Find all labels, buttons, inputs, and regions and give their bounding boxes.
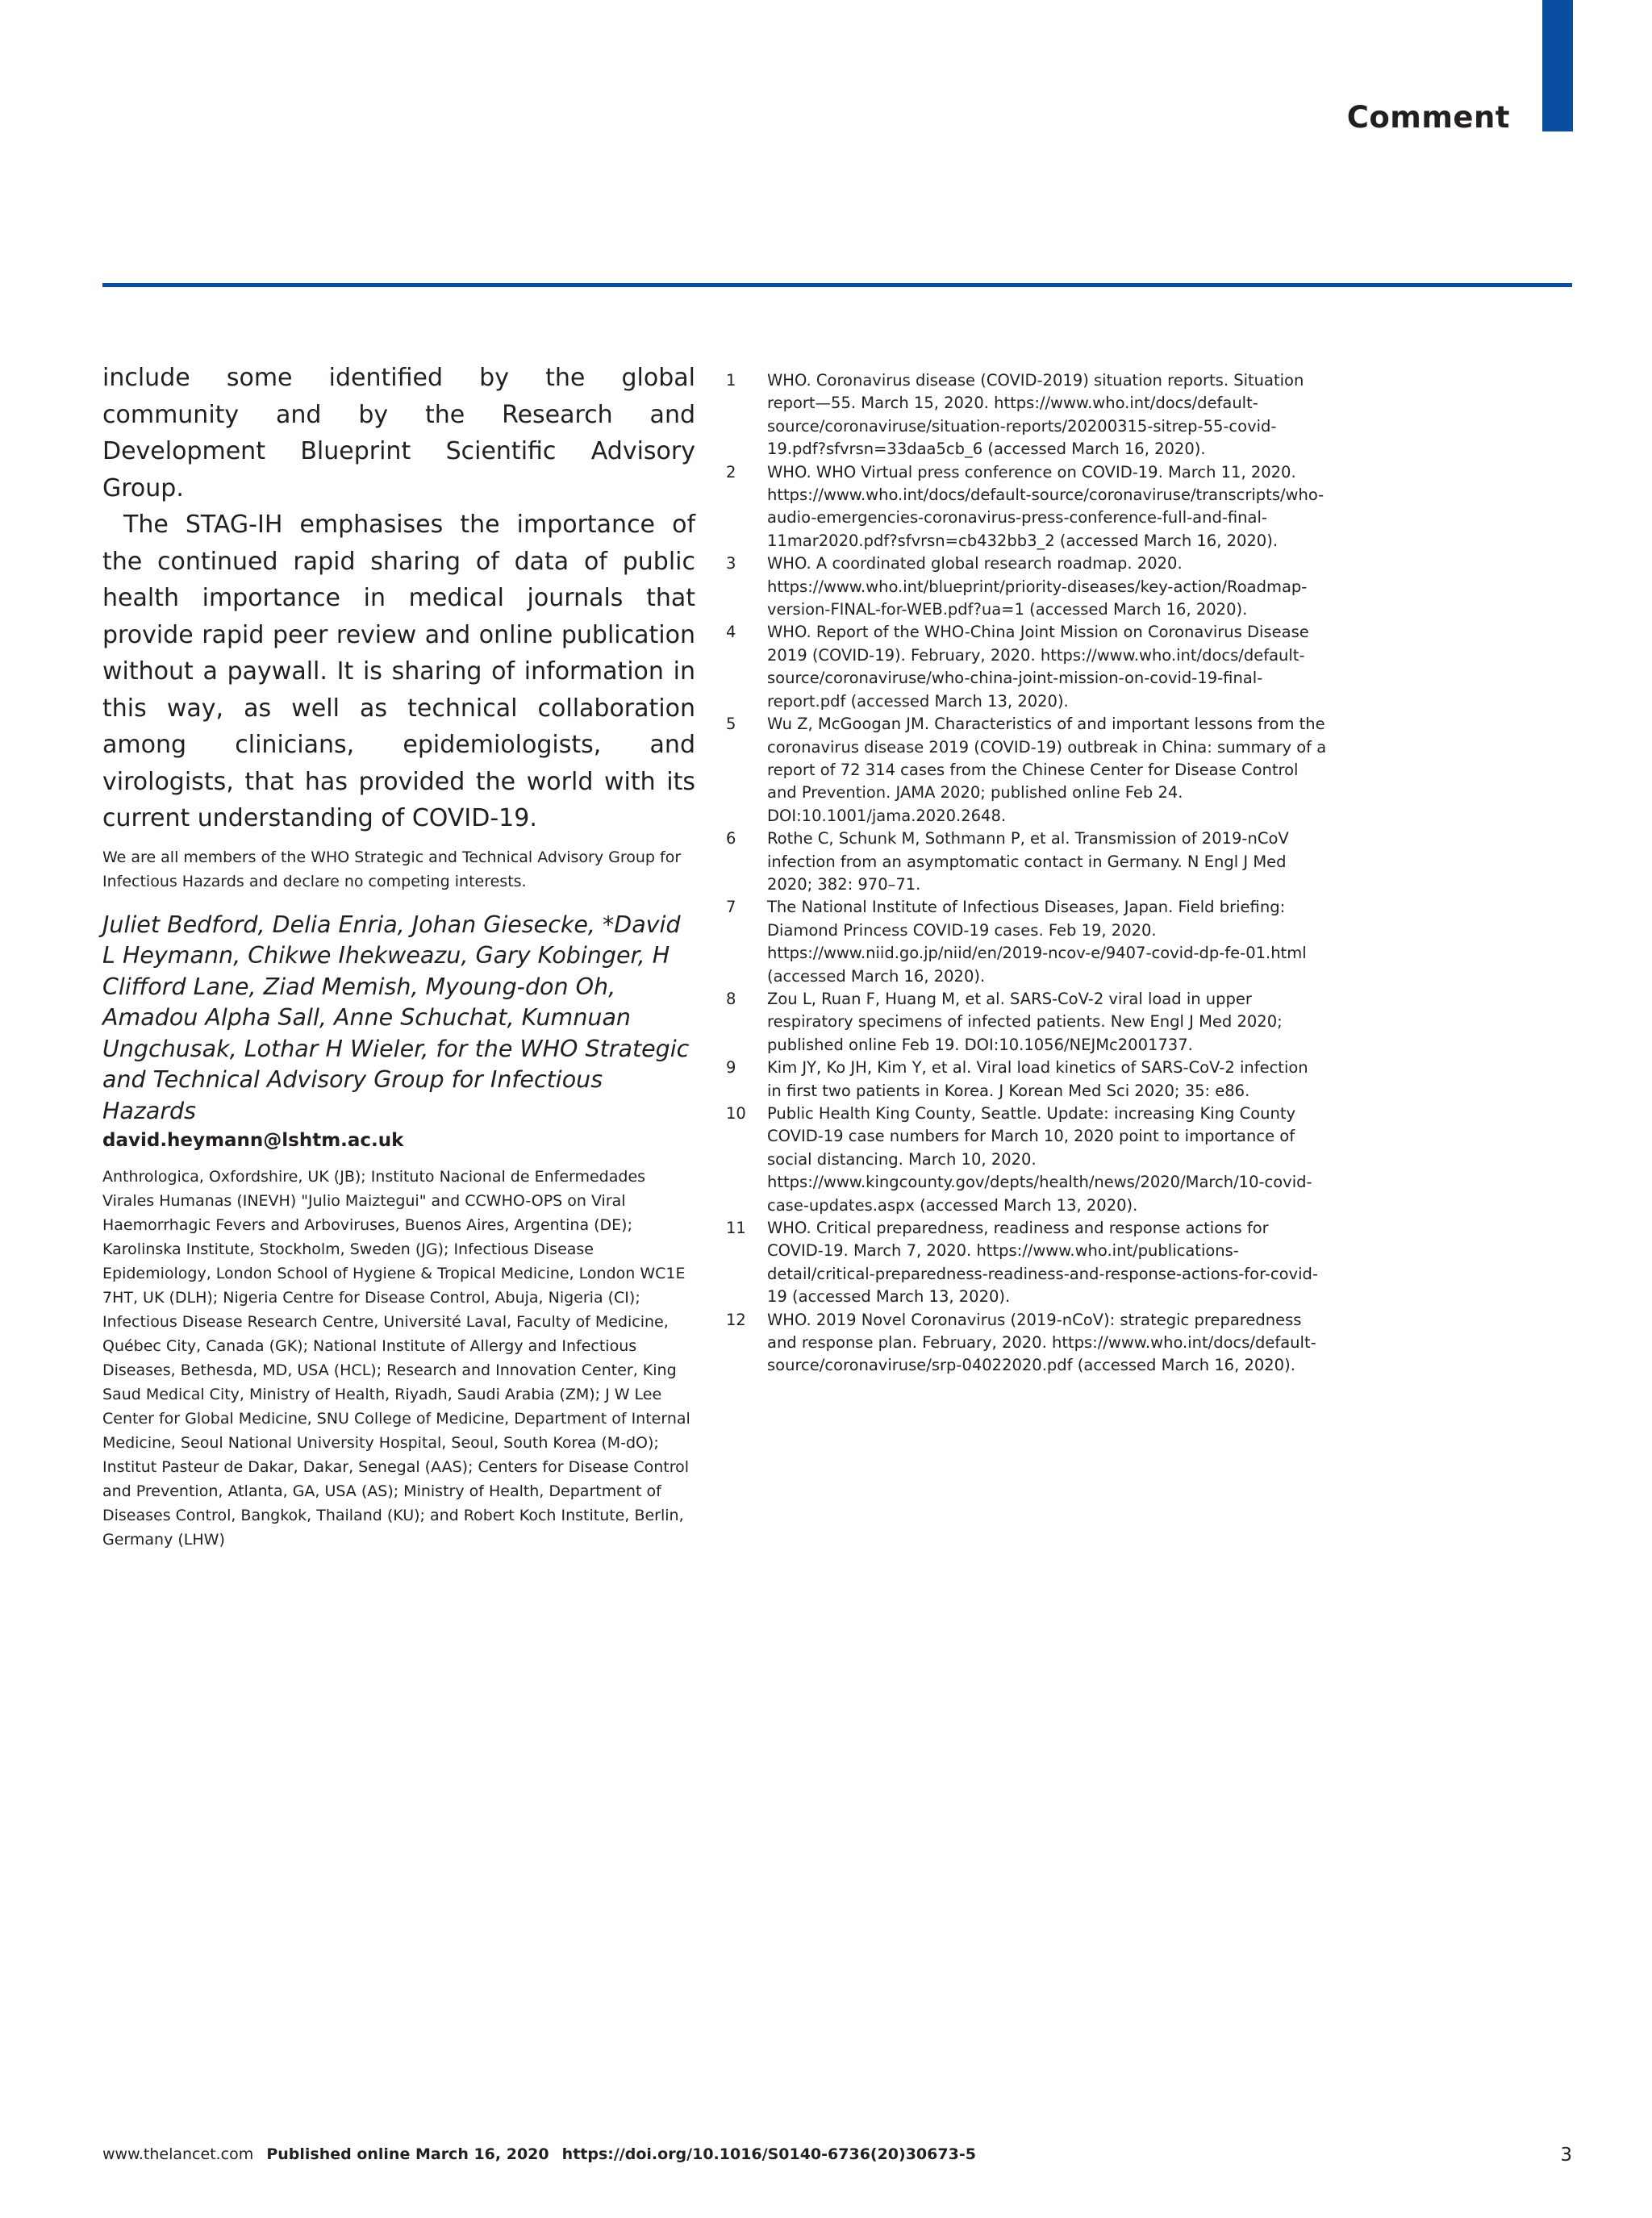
- reference-item: [726, 621, 1327, 713]
- reference-text: Kim JY, Ko JH, Kim Y, et al. Viral load kinetics of SARS-CoV-2 infection in first two patients in Korea. J Korean Med Sci 2020; 35: e86.: [767, 1058, 1308, 1100]
- footer-site-link[interactable]: www.thelancet.com: [102, 2145, 254, 2163]
- reference-item: [726, 1309, 1327, 1378]
- reference-text: Zou L, Ruan F, Huang M, et al. SARS-CoV-2 viral load in upper respiratory specimens of infected patients. New Engl J Med 2020; published online Feb 19. DOI:10.1056/NEJMc2001737.: [767, 989, 1283, 1054]
- reference-item: [726, 988, 1327, 1057]
- reference-number: 4: [726, 623, 736, 642]
- reference-number: 12: [726, 1310, 746, 1329]
- reference-number: 11: [726, 1219, 746, 1238]
- reference-item: [726, 552, 1327, 621]
- reference-item: [726, 1217, 1327, 1309]
- reference-text: WHO. Critical preparedness, readiness and response actions for COVID-19. March 7, 2020. https://www.who.int/publications-detail/critical-preparedness-readiness-and-response-actions-for-covid-19 (accessed March 13, 2020).: [767, 1219, 1318, 1307]
- reference-text: Public Health King County, Seattle. Update: increasing King County COVID-19 case numbers for March 10, 2020 point to importance of social distancing. March 10, 2020. https://www.kingcounty.gov/depts/health/news/2020/March/10-covid-case-updates.aspx (accessed March 13, 2020).: [767, 1104, 1312, 1215]
- affiliations: Anthrologica, Oxfordshire, UK (JB); Instituto Nacional de Enfermedades Virales Humanas (INEVH) "Julio Maiztegui" and CCWHO-OPS on Viral Haemorrhagic Fevers and Arboviruses, Buenos Aires, Argentina (DE); Karolinska Institute, Stockholm, Sweden (JG); Infectious Disease Epidemiology, London School of Hygiene & Tropical Medicine, London WC1E 7HT, UK (DLH); Nigeria Centre for Disease Control, Abuja, Nigeria (CI); Infectious Disease Research Centre, Université Laval, Faculty of Medicine, Québec City, Canada (GK); National Institute of Allergy and Infectious Diseases, Bethesda, MD, USA (HCL); Research and Innovation Center, King Saud Medical City, Ministry of Health, Riyadh, Saudi Arabia (ZM); J W Lee Center for Global Medicine, SNU College of Medicine, Department of Internal Medicine, Seoul National University Hospital, Seoul, South Korea (M-dO); Institut Pasteur de Dakar, Dakar, Senegal (AAS); Centers for Disease Control and Prevention, Atlanta, GA, USA (AS); Ministry of Health, Department of Diseases Control, Bangkok, Thailand (KU); and Robert Koch Institute, Berlin, Germany (LHW): [102, 1168, 690, 1549]
- reference-text: WHO. A coordinated global research roadmap. 2020. https://www.who.int/blueprint/priority-diseases/key-action/Roadmap-version-FINAL-for-WEB.pdf?ua=1 (accessed March 16, 2020).: [767, 554, 1308, 619]
- header-rule: [102, 283, 1572, 287]
- reference-number: 10: [726, 1104, 746, 1123]
- page-number: 3: [1560, 2145, 1572, 2166]
- competing-interests: We are all members of the WHO Strategic and Technical Advisory Group for Infectious Hazards and declare no competing interests.: [102, 848, 682, 890]
- reference-item: [726, 369, 1327, 461]
- reference-item: [726, 1057, 1327, 1103]
- section-color-tab: [1542, 0, 1573, 131]
- footer-published-date: Published online March 16, 2020: [266, 2145, 549, 2163]
- reference-number: 9: [726, 1058, 736, 1078]
- reference-number: 6: [726, 829, 736, 848]
- reference-item: [726, 1103, 1327, 1217]
- reference-text: Wu Z, McGoogan JM. Characteristics of and important lessons from the coronavirus disease 2019 (COVID-19) outbreak in China: summary of a report of 72 314 cases from the Chinese Center for Disease Control and Prevention. JAMA 2020; published online Feb 24. DOI:10.1001/jama.2020.2648.: [767, 715, 1327, 825]
- page-footer: [102, 2145, 1572, 2166]
- author-list: Juliet Bedford, Delia Enria, Johan Giesecke, *David L Heymann, Chikwe Ihekweazu, Gary Kobinger, H Clifford Lane, Ziad Memish, Myoung-don Oh, Amadou Alpha Sall, Anne Schuchat, Kumnuan Ungchusak, Lothar H Wieler, for the WHO Strategic and Technical Advisory Group for Infectious Hazards: [102, 911, 690, 1124]
- reference-number: 3: [726, 554, 736, 573]
- reference-number: 2: [726, 462, 736, 482]
- reference-number: 1: [726, 371, 736, 390]
- reference-item: [726, 713, 1327, 828]
- reference-text: WHO. Report of the WHO-China Joint Mission on Coronavirus Disease 2019 (COVID-19). February, 2020. https://www.who.int/docs/default-source/coronaviruse/who-china-joint-mission-on-covid-19-final-report.pdf (accessed March 13, 2020).: [767, 623, 1309, 711]
- references-column: [726, 369, 1327, 1378]
- section-label: Comment: [1346, 100, 1510, 135]
- reference-text: The National Institute of Infectious Diseases, Japan. Field briefing: Diamond Princess COVID-19 cases. Feb 19, 2020. https://www.niid.go.jp/niid/en/2019-ncov-e/9407-covid-dp-fe-01.html (accessed March 16, 2020).: [767, 898, 1307, 986]
- reference-text: WHO. Coronavirus disease (COVID-2019) situation reports. Situation report—55. March 15, 2020. https://www.who.int/docs/default-source/coronaviruse/situation-reports/20200315-sitrep-55-covid-19.pdf?sfvrsn=33daa5cb_6 (accessed March 16, 2020).: [767, 371, 1304, 459]
- reference-text: WHO. 2019 Novel Coronavirus (2019-nCoV): strategic preparedness and response plan. February, 2020. https://www.who.int/docs/default-source/coronaviruse/srp-04022020.pdf (accessed March 16, 2020).: [767, 1310, 1316, 1375]
- footer-doi-link[interactable]: https://doi.org/10.1016/S0140-6736(20)30673-5: [561, 2145, 976, 2163]
- main-column: [102, 360, 695, 1552]
- body-paragraph-2: The STAG-IH emphasises the importance of the continued rapid sharing of data of public health importance in medical journals that provide rapid peer review and online publication without a paywall. It is sharing of information in this way, as well as technical collaboration among clinicians, epidemiologists, and virologists, that has provided the world with its current understanding of COVID-19.: [102, 511, 695, 832]
- reference-item: [726, 828, 1327, 896]
- reference-number: 5: [726, 715, 736, 734]
- reference-text: Rothe C, Schunk M, Sothmann P, et al. Transmission of 2019-nCoV infection from an asymptomatic contact in Germany. N Engl J Med 2020; 382: 970–71.: [767, 829, 1289, 894]
- reference-item: [726, 896, 1327, 988]
- reference-item: [726, 461, 1327, 553]
- body-paragraph-1: include some identified by the global community and by the Research and Development Blueprint Scientific Advisory Group.: [102, 364, 695, 502]
- reference-text: WHO. WHO Virtual press conference on COVID-19. March 11, 2020. https://www.who.int/docs/default-source/coronaviruse/transcripts/who-audio-emergencies-coronavirus-press-conference-full-and-final-11mar2020.pdf?sfvrsn=cb432bb3_2 (accessed March 16, 2020).: [767, 462, 1325, 550]
- reference-number: 7: [726, 898, 736, 917]
- corresponding-email[interactable]: david.heymann@lshtm.ac.uk: [102, 1130, 404, 1151]
- reference-number: 8: [726, 989, 736, 1008]
